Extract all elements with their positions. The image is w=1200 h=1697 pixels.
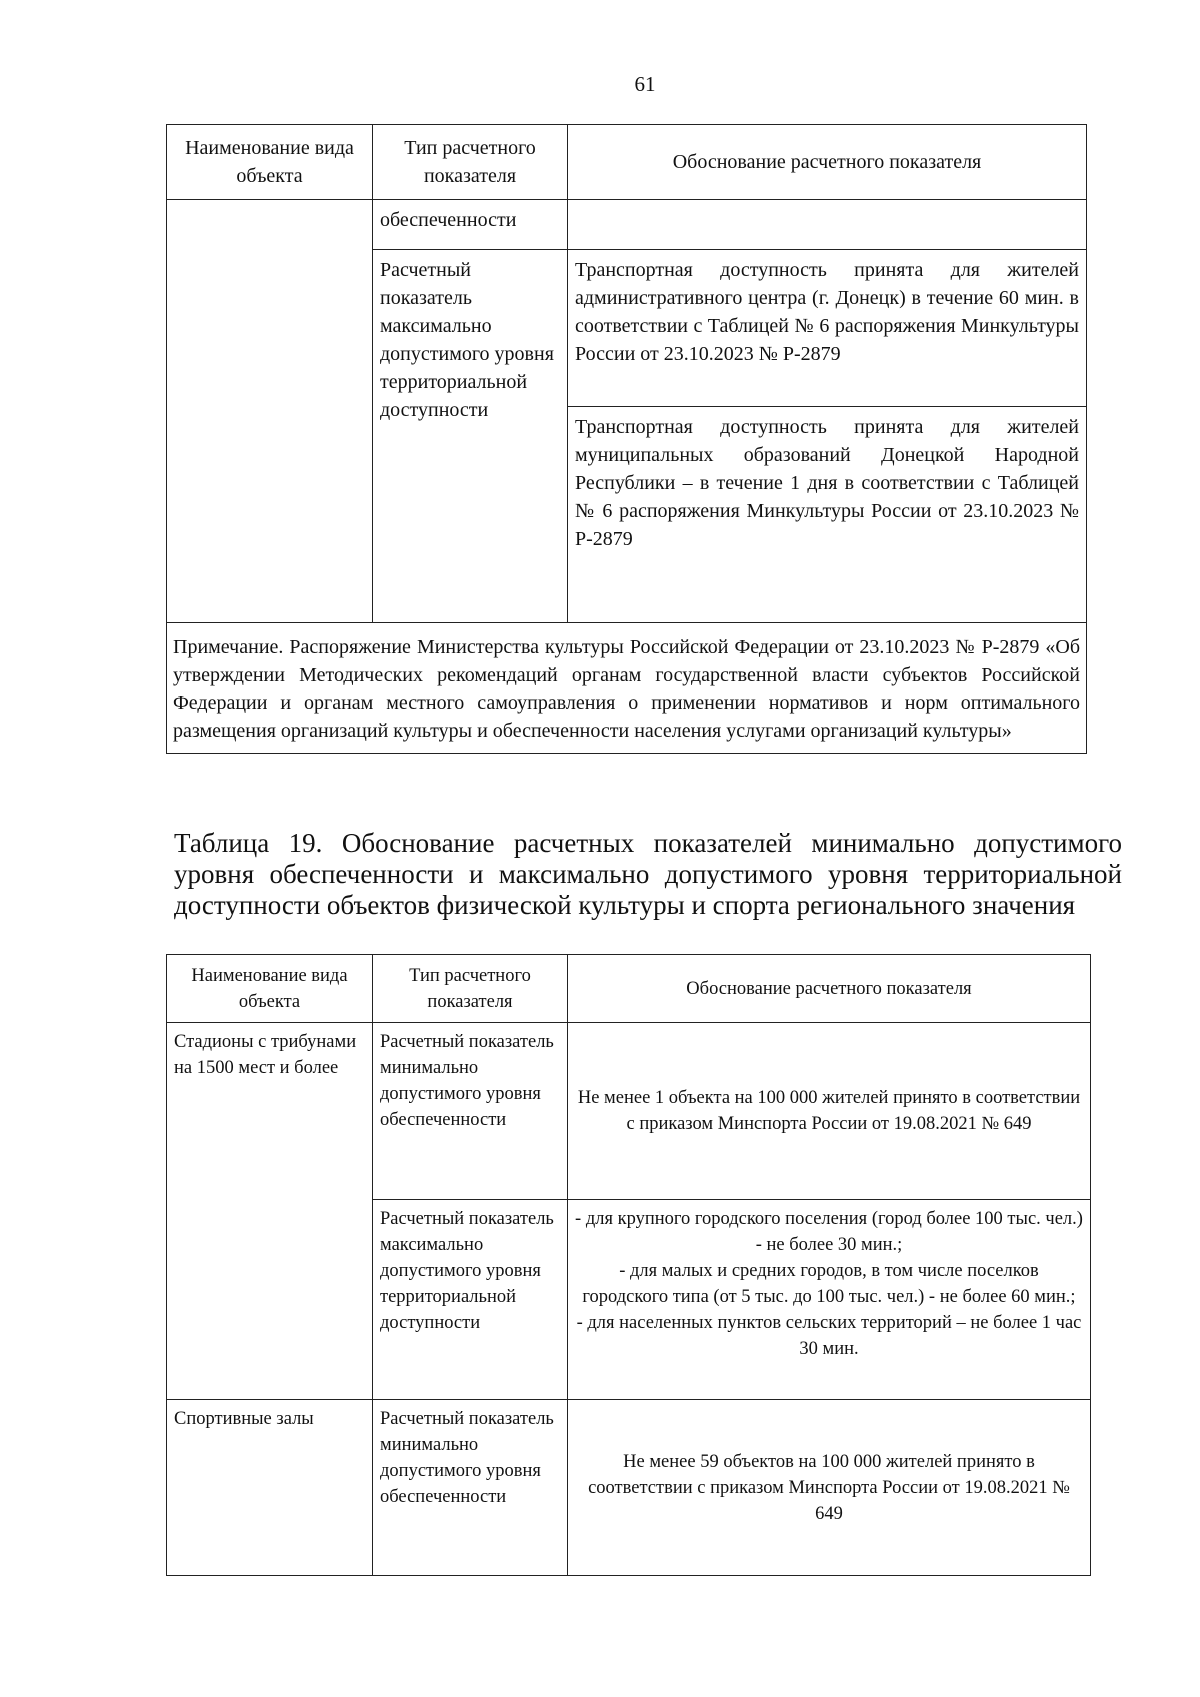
table-19 bbox=[166, 954, 1091, 1576]
header-object-name: Наименование вида объекта bbox=[167, 955, 373, 1023]
indicator-type-cell: обеспеченности bbox=[373, 200, 568, 250]
object-name-cell: Спортивные залы bbox=[167, 1400, 373, 1576]
header-justification: Обоснование расчетного показателя bbox=[568, 125, 1087, 200]
justification-cell: Транспортная доступность принята для жителей муниципальных образований Донецкой Народной Республики – в течение 1 дня в соответствии с Таблицей № 6 распоряжения Минкультуры России от 23.10.2023 № Р-2879 bbox=[568, 407, 1087, 623]
header-justification: Обоснование расчетного показателя bbox=[568, 955, 1091, 1023]
note-row bbox=[167, 623, 1087, 754]
indicator-type-cell: Расчетный показатель максимально допустимого уровня территориальной доступности bbox=[373, 1200, 568, 1400]
object-name-cell: Стадионы с трибунами на 1500 мест и более bbox=[167, 1023, 373, 1400]
table-row bbox=[167, 200, 1087, 250]
header-indicator-type: Тип расчетного показателя bbox=[373, 955, 568, 1023]
table-row bbox=[167, 1023, 1091, 1200]
access-line: - для населенных пунктов сельских территорий – не более 1 час 30 мин. bbox=[576, 1313, 1082, 1359]
object-name-cell bbox=[167, 200, 373, 623]
table-header-row bbox=[167, 955, 1091, 1023]
table-header-row bbox=[167, 125, 1087, 200]
justification-cell: Не менее 59 объектов на 100 000 жителей принято в соответствии с приказом Минспорта России от 19.08.2021 № 649 bbox=[568, 1400, 1091, 1576]
justification-cell: Транспортная доступность принята для жителей административного центра (г. Донецк) в течение 60 мин. в соответствии с Таблицей № 6 распоряжения Минкультуры России от 23.10.2023 № Р-2879 bbox=[568, 250, 1087, 407]
indicator-type-cell: Расчетный показатель минимально допустимого уровня обеспеченности bbox=[373, 1400, 568, 1576]
access-line: - для крупного городского поселения (город более 100 тыс. чел.) - не более 30 мин.; bbox=[575, 1209, 1083, 1255]
table-culture-continued bbox=[166, 124, 1087, 754]
justification-cell: Не менее 1 объекта на 100 000 жителей принято в соответствии с приказом Минспорта России от 19.08.2021 № 649 bbox=[568, 1023, 1091, 1200]
justification-cell bbox=[568, 200, 1087, 250]
table-caption: Таблица 19. Обоснование расчетных показателей минимально допустимого уровня обеспеченности и максимально допустимого уровня территориальной доступности объектов физической культуры и спорта регионального значения bbox=[174, 828, 1122, 920]
indicator-type-cell: Расчетный показатель минимально допустимого уровня обеспеченности bbox=[373, 1023, 568, 1200]
justification-cell bbox=[568, 1200, 1091, 1400]
page-number: 61 bbox=[634, 72, 656, 96]
header-indicator-type: Тип расчетного показателя bbox=[373, 125, 568, 200]
access-line: - для малых и средних городов, в том числе поселков городского типа (от 5 тыс. до 100 тыс. чел.) - не более 60 мин.; bbox=[582, 1261, 1076, 1307]
header-object-name: Наименование вида объекта bbox=[167, 125, 373, 200]
table-note: Примечание. Распоряжение Министерства культуры Российской Федерации от 23.10.2023 № Р-2879 «Об утверждении Методических рекомендаций органам государственной власти субъектов Российской Федерации и органам местного самоуправления о применении нормативов и норм оптимального размещения организаций культуры и обеспеченности населения услугами организаций культуры» bbox=[167, 623, 1087, 754]
table-row bbox=[167, 1400, 1091, 1576]
indicator-type-cell: Расчетный показатель максимально допустимого уровня территориальной доступности bbox=[373, 250, 568, 623]
